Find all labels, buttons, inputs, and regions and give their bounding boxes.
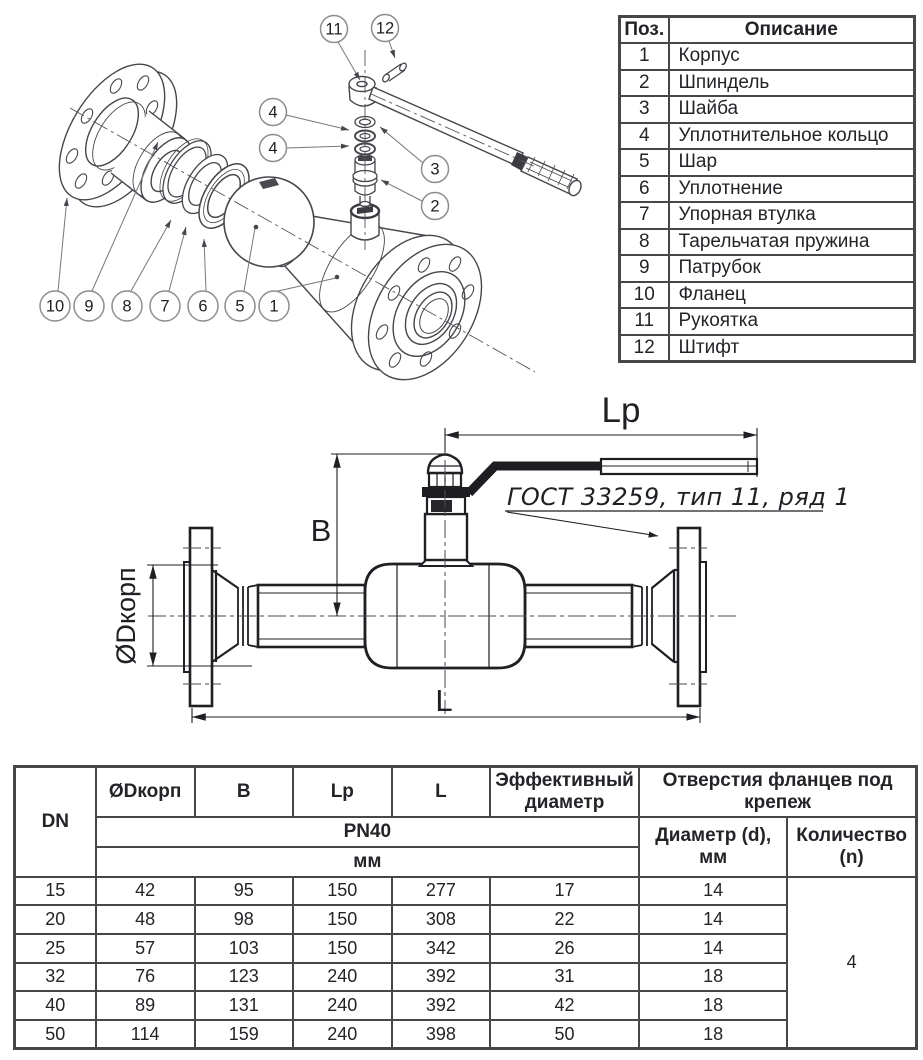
svg-text:8: 8 [122, 297, 132, 316]
balloon-12 [372, 15, 399, 42]
table-row: 32 76 123 240 392 31 18 [15, 963, 917, 992]
dims-header-flange-holes: Отверстия фланцев под крепеж [639, 767, 916, 817]
exploded-view-diagram [0, 0, 615, 398]
svg-text:12: 12 [375, 19, 395, 38]
table-row: 11 Рукоятка [620, 308, 915, 335]
table-row: 15 42 95 150 277 17 14 4 [15, 877, 917, 906]
table-row: 7 Упорная втулка [620, 202, 915, 229]
table-row: 20 48 98 150 308 22 14 [15, 905, 917, 934]
dim-label-b: B [310, 513, 332, 548]
table-row: 8 Тарельчатая пружина [620, 229, 915, 256]
svg-text:11: 11 [325, 20, 343, 39]
svg-text:2: 2 [430, 197, 440, 216]
svg-text:1: 1 [269, 297, 279, 316]
dims-header-mm: мм [96, 847, 640, 877]
dim-label-lp: Lp [601, 391, 641, 430]
balloon-5 [225, 291, 255, 321]
svg-text:3: 3 [430, 160, 440, 179]
balloon-11 [321, 16, 348, 43]
table-row: 4 Уплотнительное кольцо [620, 123, 915, 150]
svg-text:9: 9 [84, 297, 94, 316]
balloon-10 [40, 291, 70, 321]
balloon-6 [188, 291, 218, 321]
svg-text:10: 10 [45, 297, 65, 316]
table-row: 3 Шайба [620, 96, 915, 123]
svg-text:5: 5 [235, 297, 245, 316]
table-row: 6 Уплотнение [620, 176, 915, 203]
table-row: 5 Шар [620, 149, 915, 176]
dims-header-hole-d: Диаметр (d), мм [639, 817, 787, 877]
dims-header-pn: PN40 [96, 817, 640, 847]
dims-header-dkorp: ØDкорп [96, 767, 195, 817]
dims-header-b: B [195, 767, 293, 817]
table-row: 9 Патрубок [620, 255, 915, 282]
dims-header-lp: Lp [293, 767, 392, 817]
parts-header-desc: Описание [669, 17, 915, 44]
gost-note: ГОСТ 33259, тип 11, ряд 1 [507, 483, 851, 511]
dimensions-table [13, 765, 918, 1050]
part-body [283, 214, 505, 398]
table-row: 1 Корпус [620, 43, 915, 70]
table-row: 50 114 159 240 398 50 18 [15, 1020, 917, 1049]
dims-header-hole-n: Количество (n) [787, 817, 916, 877]
table-row: 12 Штифт [620, 335, 915, 362]
table-row: 10 Фланец [620, 282, 915, 309]
parts-header-pos: Поз. [620, 17, 669, 44]
balloon-9 [74, 291, 104, 321]
dim-label-dkorp: ØDкорп [111, 567, 141, 665]
svg-text:6: 6 [198, 297, 208, 316]
balloon-4a [260, 99, 287, 126]
svg-text:4: 4 [268, 103, 278, 122]
balloon-4b [260, 135, 287, 162]
table-row: 40 89 131 240 392 42 18 [15, 991, 917, 1020]
part-pin [381, 62, 407, 83]
dims-header-eff: Эффективный диаметр [490, 767, 639, 817]
table-row: 2 Шпиндель [620, 70, 915, 97]
parts-list-table [618, 15, 916, 363]
svg-text:4: 4 [268, 139, 278, 158]
dims-header-dn: DN [15, 767, 96, 877]
bolt-count-cell: 4 [787, 877, 916, 1049]
table-row: 25 57 103 150 342 26 14 [15, 934, 917, 963]
part-handle [349, 77, 583, 198]
dim-label-l: L [435, 683, 453, 718]
balloon-1 [259, 291, 289, 321]
balloon-7 [150, 291, 180, 321]
balloon-8 [112, 291, 142, 321]
dims-header-l: L [392, 767, 490, 817]
balloon-3 [422, 156, 449, 183]
dimension-drawing [0, 390, 923, 750]
balloon-2 [422, 193, 449, 220]
svg-text:7: 7 [160, 297, 170, 316]
